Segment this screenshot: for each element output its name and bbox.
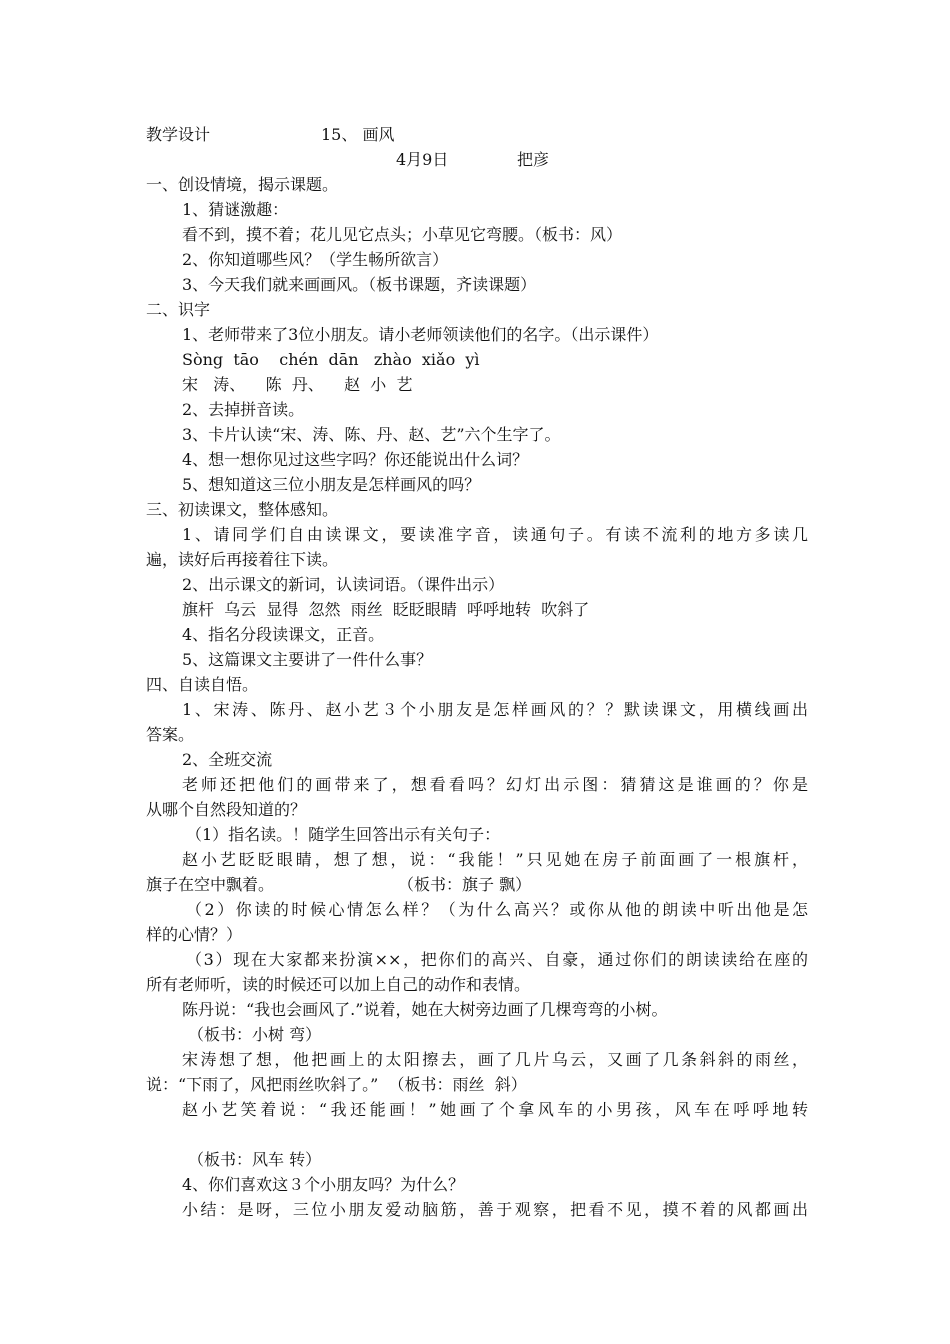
paragraph: 老师还把他们的画带来了，想看看吗？幻灯出示图：猜猜这是谁画的？你是 xyxy=(182,775,808,794)
paragraph: （2）你读的时候心情怎么样？（为什么高兴？或你从他的朗读中听出他是怎 xyxy=(186,900,808,919)
paragraph: 1、老师带来了3位小朋友。请小老师领读他们的名字。（出示课件） xyxy=(182,325,659,344)
paragraph: 3、卡片认读“宋、涛、陈、丹、赵、艺”六个生字了。 xyxy=(182,425,561,444)
paragraph: 3、今天我们就来画画风。（板书课题，齐读课题） xyxy=(182,275,537,294)
section-heading-3: 三、初读课文，整体感知。 xyxy=(146,500,339,519)
vocab-words: 旗杆 乌云 显得 忽然 雨丝 眨眨眼睛 呼呼地转 吹斜了 xyxy=(182,600,590,619)
lesson-author: 把彦 xyxy=(517,150,550,169)
paragraph: 看不到，摸不着；花儿见它点头；小草见它弯腰。（板书：风） xyxy=(182,225,623,244)
paragraph: 2、你知道哪些风？（学生畅所欲言） xyxy=(182,250,449,269)
paragraph: 2、出示课文的新词，认读词语。（课件出示） xyxy=(182,575,505,594)
paragraph: 所有老师听，读的时候还可以加上自己的动作和表情。 xyxy=(146,975,531,994)
names-line: 宋 涛、 陈 丹、 赵 小 艺 xyxy=(182,375,413,394)
paragraph: 说：“下雨了，风把雨丝吹斜了。” （板书：雨丝 斜） xyxy=(146,1075,527,1094)
pinyin-line: Sòng tāo chén dān zhào xiǎo yì xyxy=(182,350,480,369)
paragraph: 1、宋涛、陈丹、赵小艺３个小朋友是怎样画风的？？默读课文，用横线画出 xyxy=(182,700,808,719)
paragraph: 答案。 xyxy=(146,725,195,744)
paragraph: 旗子在空中飘着。 xyxy=(146,875,275,894)
paragraph: 陈丹说：“我也会画风了.”说着，她在大树旁边画了几棵弯弯的小树。 xyxy=(182,1000,668,1019)
paragraph: 4、你们喜欢这３个小朋友吗？为什么？ xyxy=(182,1175,465,1194)
paragraph: 5、想知道这三位小朋友是怎样画风的吗？ xyxy=(182,475,481,494)
section-heading-4: 四、自读自悟。 xyxy=(146,675,259,694)
paragraph: 5、这篇课文主要讲了一件什么事？ xyxy=(182,650,433,669)
paragraph: 4、想一想你见过这些字吗？你还能说出什么词？ xyxy=(182,450,529,469)
lesson-title: 15、 画风 xyxy=(321,125,395,144)
paragraph: 1、请同学们自由读课文，要读准字音，读通句子。有读不流利的地方多读几 xyxy=(182,525,808,544)
paragraph: 赵小艺笑着说：“我还能画！”她画了个拿风车的小男孩，风车在呼呼地转 xyxy=(182,1100,808,1119)
section-heading-1: 一、创设情境，揭示课题。 xyxy=(146,175,339,194)
doc-type-label: 教学设计 xyxy=(146,125,211,144)
paragraph: （1）指名读。！随学生回答出示有关句子： xyxy=(186,825,501,844)
board-note: （板书：旗子 飘） xyxy=(398,875,532,894)
paragraph: 小结：是呀，三位小朋友爱动脑筋，善于观察，把看不见，摸不着的风都画出 xyxy=(182,1200,808,1219)
paragraph: 遍，读好后再接着往下读。 xyxy=(146,550,339,569)
paragraph: 样的心情？） xyxy=(146,925,243,944)
paragraph: 赵小艺眨眨眼睛，想了想，说：“我能！”只见她在房子前面画了一根旗杆， xyxy=(182,850,808,869)
paragraph: （3）现在大家都来扮演××，把你们的高兴、自豪，通过你们的朗读读给在座的 xyxy=(186,950,808,969)
paragraph: 1、猜谜激趣： xyxy=(182,200,289,219)
paragraph: 宋涛想了想，他把画上的太阳擦去，画了几片乌云，又画了几条斜斜的雨丝， xyxy=(182,1050,808,1069)
board-note: （板书：风车 转） xyxy=(188,1150,322,1169)
paragraph: 2、全班交流 xyxy=(182,750,273,769)
lesson-date: 4月9日 xyxy=(396,150,449,169)
paragraph: 从哪个自然段知道的？ xyxy=(146,800,307,819)
paragraph: 2、去掉拼音读。 xyxy=(182,400,305,419)
paragraph: 4、指名分段读课文，正音。 xyxy=(182,625,385,644)
board-note: （板书：小树 弯） xyxy=(188,1025,322,1044)
section-heading-2: 二、识字 xyxy=(146,300,211,319)
